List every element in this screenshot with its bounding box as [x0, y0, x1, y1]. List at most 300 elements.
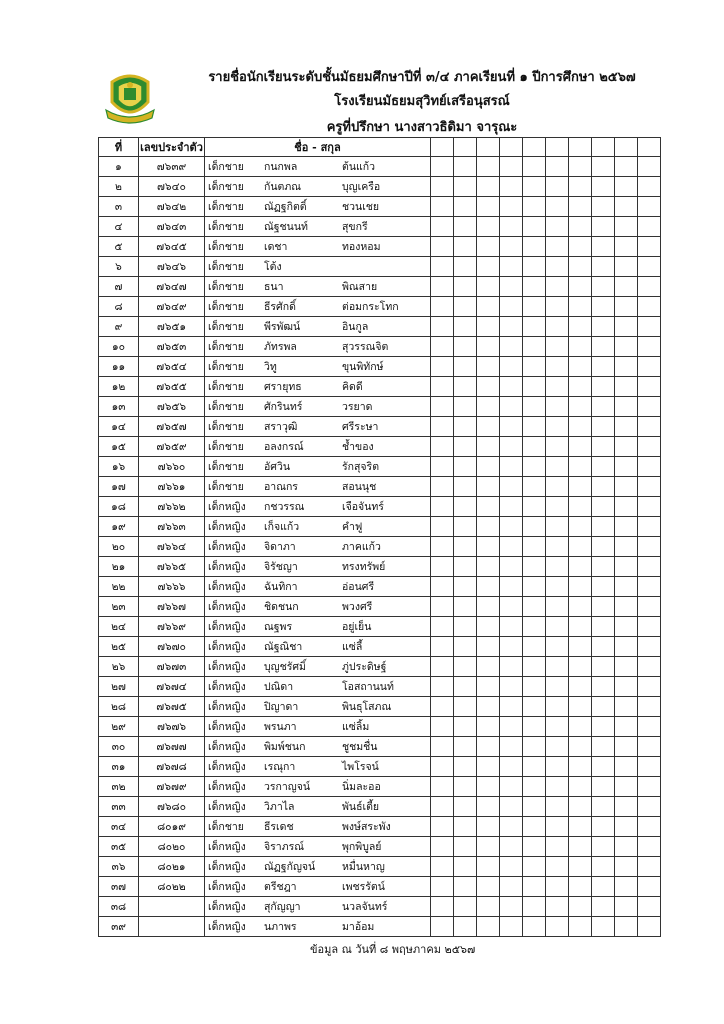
- blank-cell: [454, 537, 477, 557]
- blank-cell: [569, 917, 592, 937]
- last-name: ต้นแก้ว: [342, 161, 376, 173]
- blank-cell: [615, 737, 638, 757]
- last-name: พงษ์สระพัง: [342, 821, 391, 833]
- blank-cell: [454, 657, 477, 677]
- first-name: ณัฏฐกัญจน์: [264, 861, 316, 873]
- blank-cell: [454, 357, 477, 377]
- blank-cell: [523, 757, 546, 777]
- blank-cell: [638, 457, 661, 477]
- blank-cell: [431, 217, 454, 237]
- first-name: ชิดชนก: [264, 601, 299, 613]
- blank-cell: [523, 817, 546, 837]
- last-name: ชูชมชื่น: [342, 741, 378, 753]
- blank-cell: [569, 297, 592, 317]
- blank-cell: [546, 877, 569, 897]
- student-id: ๗๖๖๔: [139, 537, 205, 557]
- table-row: [99, 917, 661, 937]
- student-name-cell: [205, 197, 431, 217]
- blank-cell: [523, 517, 546, 537]
- blank-cell: [569, 877, 592, 897]
- student-id: ๗๖๕๕: [139, 377, 205, 397]
- blank-column-header: [592, 138, 615, 157]
- blank-cell: [500, 577, 523, 597]
- student-id: ๗๖๗๖: [139, 717, 205, 737]
- first-name: ณัฏฐกิตติ์: [264, 201, 307, 213]
- student-id: ๗๖๔๗: [139, 277, 205, 297]
- blank-cell: [569, 677, 592, 697]
- blank-cell: [638, 877, 661, 897]
- student-name-cell: [205, 877, 431, 897]
- blank-cell: [615, 797, 638, 817]
- last-name: แซ่ลี้: [342, 641, 363, 653]
- blank-cell: [638, 657, 661, 677]
- student-id: ๗๖๔๒: [139, 197, 205, 217]
- blank-cell: [454, 197, 477, 217]
- blank-cell: [523, 637, 546, 657]
- blank-cell: [569, 457, 592, 477]
- blank-cell: [592, 857, 615, 877]
- blank-cell: [477, 297, 500, 317]
- blank-cell: [546, 217, 569, 237]
- name-prefix: เด็กหญิง: [208, 921, 246, 933]
- document-title: รายชื่อนักเรียนระดับชั้นมัธยมศึกษาปีที่ ๓/๔ ภาคเรียนที่ ๑ ปีการศึกษา ๒๕๖๗: [208, 70, 636, 85]
- blank-cell: [592, 577, 615, 597]
- blank-cell: [431, 837, 454, 857]
- blank-cell: [546, 237, 569, 257]
- blank-cell: [500, 437, 523, 457]
- student-number: ๓๔: [99, 817, 139, 837]
- blank-cell: [523, 437, 546, 457]
- blank-cell: [523, 337, 546, 357]
- student-name-cell: [205, 177, 431, 197]
- blank-cell: [431, 357, 454, 377]
- blank-cell: [569, 337, 592, 357]
- blank-cell: [523, 237, 546, 257]
- blank-cell: [615, 257, 638, 277]
- blank-cell: [592, 457, 615, 477]
- blank-cell: [546, 617, 569, 637]
- blank-cell: [454, 397, 477, 417]
- blank-cell: [615, 497, 638, 517]
- name-prefix: เด็กชาย: [208, 361, 244, 373]
- blank-cell: [615, 437, 638, 457]
- blank-cell: [615, 577, 638, 597]
- blank-cell: [431, 317, 454, 337]
- blank-cell: [454, 917, 477, 937]
- blank-cell: [523, 177, 546, 197]
- blank-cell: [477, 417, 500, 437]
- blank-cell: [638, 157, 661, 177]
- blank-cell: [454, 377, 477, 397]
- blank-cell: [592, 697, 615, 717]
- student-number: ๑๒: [99, 377, 139, 397]
- first-name: กชวรรณ: [264, 501, 305, 513]
- blank-cell: [546, 917, 569, 937]
- first-name: ศรายุทธ: [264, 381, 302, 393]
- student-name-cell: [205, 837, 431, 857]
- table-row: [99, 277, 661, 297]
- blank-cell: [431, 257, 454, 277]
- student-name-cell: [205, 497, 431, 517]
- blank-cell: [592, 537, 615, 557]
- blank-cell: [569, 177, 592, 197]
- blank-cell: [500, 717, 523, 737]
- first-name: อาณกร: [264, 481, 298, 493]
- blank-cell: [638, 857, 661, 877]
- last-name: บุญเครือ: [342, 181, 381, 193]
- blank-cell: [569, 777, 592, 797]
- last-name: สุวรรณจิต: [342, 341, 389, 353]
- blank-cell: [592, 817, 615, 837]
- blank-cell: [638, 357, 661, 377]
- blank-cell: [569, 637, 592, 657]
- blank-cell: [638, 497, 661, 517]
- student-id: ๘๐๒๑: [139, 857, 205, 877]
- blank-cell: [523, 257, 546, 277]
- blank-cell: [569, 357, 592, 377]
- blank-cell: [431, 597, 454, 617]
- blank-cell: [500, 297, 523, 317]
- first-name: วิภาไล: [264, 801, 295, 813]
- first-name: กันตภณ: [264, 181, 302, 193]
- blank-cell: [546, 357, 569, 377]
- blank-cell: [454, 577, 477, 597]
- blank-cell: [500, 757, 523, 777]
- name-prefix: เด็กหญิง: [208, 761, 246, 773]
- last-name: ช้ำของ: [342, 441, 374, 453]
- name-prefix: เด็กชาย: [208, 261, 244, 273]
- blank-cell: [638, 217, 661, 237]
- student-id: ๗๖๗๗: [139, 737, 205, 757]
- blank-cell: [431, 577, 454, 597]
- student-id: ๘๐๒๐: [139, 837, 205, 857]
- student-number: ๓๑: [99, 757, 139, 777]
- blank-cell: [615, 617, 638, 637]
- blank-cell: [546, 677, 569, 697]
- blank-cell: [546, 597, 569, 617]
- blank-cell: [638, 297, 661, 317]
- blank-cell: [431, 757, 454, 777]
- blank-cell: [615, 377, 638, 397]
- student-name-cell: [205, 797, 431, 817]
- first-name: ณัฐณิชา: [264, 641, 303, 653]
- table-row: [99, 677, 661, 697]
- blank-cell: [431, 917, 454, 937]
- blank-cell: [500, 237, 523, 257]
- table-row: [99, 477, 661, 497]
- blank-cell: [592, 797, 615, 817]
- student-name-cell: [205, 357, 431, 377]
- blank-cell: [546, 457, 569, 477]
- blank-cell: [500, 617, 523, 637]
- name-prefix: เด็กชาย: [208, 481, 244, 493]
- table-row: [99, 817, 661, 837]
- blank-cell: [592, 897, 615, 917]
- student-id: ๗๖๖๙: [139, 617, 205, 637]
- blank-cell: [569, 477, 592, 497]
- blank-cell: [500, 917, 523, 937]
- blank-cell: [431, 457, 454, 477]
- student-name-cell: [205, 637, 431, 657]
- table-row: [99, 857, 661, 877]
- blank-cell: [431, 777, 454, 797]
- student-number: ๒๑: [99, 557, 139, 577]
- blank-cell: [638, 777, 661, 797]
- blank-cell: [500, 697, 523, 717]
- blank-cell: [454, 697, 477, 717]
- blank-cell: [569, 717, 592, 737]
- student-id: ๗๖๗๙: [139, 777, 205, 797]
- student-name-cell: [205, 757, 431, 777]
- blank-cell: [592, 217, 615, 237]
- table-row: [99, 257, 661, 277]
- name-prefix: เด็กชาย: [208, 341, 244, 353]
- blank-cell: [477, 337, 500, 357]
- blank-cell: [477, 157, 500, 177]
- blank-cell: [546, 737, 569, 757]
- student-number: ๓๐: [99, 737, 139, 757]
- last-name: เพชรรัตน์: [342, 881, 385, 893]
- last-name: โอสถานนท์: [342, 681, 394, 693]
- table-row: [99, 897, 661, 917]
- blank-cell: [431, 377, 454, 397]
- blank-cell: [500, 177, 523, 197]
- last-name: ชวนเชย: [342, 201, 380, 213]
- blank-cell: [500, 777, 523, 797]
- blank-cell: [569, 557, 592, 577]
- table-row: [99, 177, 661, 197]
- student-id: ๗๖๖๖: [139, 577, 205, 597]
- first-name: ธนา: [264, 281, 284, 293]
- blank-cell: [523, 897, 546, 917]
- blank-cell: [638, 397, 661, 417]
- blank-cell: [638, 557, 661, 577]
- blank-cell: [431, 177, 454, 197]
- blank-cell: [592, 777, 615, 797]
- name-prefix: เด็กหญิง: [208, 801, 246, 813]
- blank-cell: [431, 717, 454, 737]
- blank-cell: [431, 897, 454, 917]
- table-row: [99, 357, 661, 377]
- table-row: [99, 697, 661, 717]
- blank-cell: [592, 357, 615, 377]
- blank-cell: [500, 677, 523, 697]
- blank-cell: [454, 877, 477, 897]
- student-number: ๔: [99, 217, 139, 237]
- blank-cell: [546, 757, 569, 777]
- blank-cell: [500, 817, 523, 837]
- first-name: โต้ง: [264, 261, 282, 273]
- blank-cell: [615, 917, 638, 937]
- blank-cell: [546, 397, 569, 417]
- blank-cell: [500, 897, 523, 917]
- column-header-name: ชื่อ - สกุล: [205, 138, 431, 157]
- blank-cell: [546, 577, 569, 597]
- blank-cell: [431, 477, 454, 497]
- blank-column-header: [638, 138, 661, 157]
- blank-cell: [431, 157, 454, 177]
- blank-cell: [477, 837, 500, 857]
- blank-cell: [500, 457, 523, 477]
- blank-cell: [569, 577, 592, 597]
- student-id: ๗๖๔๐: [139, 177, 205, 197]
- blank-cell: [615, 157, 638, 177]
- student-number: ๑: [99, 157, 139, 177]
- blank-cell: [477, 517, 500, 537]
- first-name: ธีรเดช: [264, 821, 294, 833]
- student-id: ๗๖๔๖: [139, 257, 205, 277]
- student-number: ๒๓: [99, 597, 139, 617]
- blank-cell: [638, 597, 661, 617]
- name-prefix: เด็กชาย: [208, 181, 244, 193]
- blank-cell: [615, 757, 638, 777]
- student-id: ๗๖๔๓: [139, 217, 205, 237]
- blank-cell: [500, 277, 523, 297]
- student-number: ๑๕: [99, 437, 139, 457]
- blank-cell: [477, 677, 500, 697]
- blank-cell: [500, 337, 523, 357]
- table-row: [99, 637, 661, 657]
- student-number: ๓: [99, 197, 139, 217]
- blank-cell: [431, 417, 454, 437]
- blank-cell: [615, 457, 638, 477]
- blank-cell: [454, 777, 477, 797]
- first-name: สุกัญญา: [264, 901, 301, 913]
- first-name: ธีรศักดิ์: [264, 301, 296, 313]
- blank-cell: [615, 777, 638, 797]
- student-number: ๓๗: [99, 877, 139, 897]
- blank-cell: [546, 657, 569, 677]
- student-number: ๒๕: [99, 637, 139, 657]
- blank-cell: [638, 177, 661, 197]
- blank-cell: [477, 717, 500, 737]
- last-name: มาอ้อม: [342, 921, 375, 933]
- student-name-cell: [205, 477, 431, 497]
- blank-cell: [638, 417, 661, 437]
- blank-cell: [592, 337, 615, 357]
- student-name-cell: [205, 397, 431, 417]
- name-prefix: เด็กหญิง: [208, 521, 246, 533]
- first-name: กนกพล: [264, 161, 298, 173]
- blank-cell: [592, 297, 615, 317]
- blank-cell: [500, 797, 523, 817]
- blank-cell: [592, 757, 615, 777]
- first-name: เก็จแก้ว: [264, 521, 300, 533]
- student-number: ๑๔: [99, 417, 139, 437]
- student-number: ๒๖: [99, 657, 139, 677]
- student-name-cell: [205, 917, 431, 937]
- first-name: วรกาญจน์: [264, 781, 311, 793]
- student-number: ๒๗: [99, 677, 139, 697]
- blank-cell: [592, 257, 615, 277]
- student-name-cell: [205, 457, 431, 477]
- blank-cell: [431, 397, 454, 417]
- table-row: [99, 557, 661, 577]
- data-date-note: ข้อมูล ณ วันที่ ๘ พฤษภาคม ๒๕๖๗: [310, 943, 476, 956]
- blank-cell: [615, 877, 638, 897]
- blank-cell: [500, 657, 523, 677]
- blank-cell: [523, 477, 546, 497]
- blank-cell: [431, 797, 454, 817]
- blank-cell: [638, 537, 661, 557]
- student-name-cell: [205, 217, 431, 237]
- student-name-cell: [205, 677, 431, 697]
- student-number: ๒๙: [99, 717, 139, 737]
- blank-cell: [454, 217, 477, 237]
- student-roster-table: [98, 137, 661, 937]
- blank-cell: [569, 537, 592, 557]
- blank-cell: [454, 457, 477, 477]
- student-number: ๑๖: [99, 457, 139, 477]
- blank-cell: [638, 717, 661, 737]
- student-id: ๘๐๑๙: [139, 817, 205, 837]
- first-name: ศักรินทร์: [264, 401, 303, 413]
- student-number: ๓๖: [99, 857, 139, 877]
- blank-cell: [431, 657, 454, 677]
- blank-cell: [638, 617, 661, 637]
- blank-cell: [569, 497, 592, 517]
- first-name: ณฐพร: [264, 621, 293, 633]
- blank-cell: [638, 917, 661, 937]
- blank-cell: [615, 557, 638, 577]
- blank-cell: [523, 917, 546, 937]
- blank-cell: [477, 737, 500, 757]
- name-prefix: เด็กชาย: [208, 441, 244, 453]
- blank-cell: [454, 417, 477, 437]
- blank-cell: [546, 897, 569, 917]
- student-name-cell: [205, 257, 431, 277]
- blank-cell: [546, 717, 569, 737]
- blank-cell: [500, 737, 523, 757]
- last-name: รักสุจริต: [342, 461, 380, 473]
- blank-cell: [500, 357, 523, 377]
- blank-cell: [454, 597, 477, 617]
- last-name: เจือจันทร์: [342, 501, 384, 513]
- roster-body: [99, 157, 661, 937]
- table-row: [99, 517, 661, 537]
- last-name: พวงศรี: [342, 601, 373, 613]
- blank-cell: [615, 657, 638, 677]
- name-prefix: เด็กชาย: [208, 221, 244, 233]
- name-prefix: เด็กหญิง: [208, 781, 246, 793]
- blank-cell: [500, 217, 523, 237]
- student-name-cell: [205, 517, 431, 537]
- blank-cell: [500, 557, 523, 577]
- blank-cell: [546, 797, 569, 817]
- blank-cell: [546, 257, 569, 277]
- blank-cell: [477, 557, 500, 577]
- student-id: ๗๖๕๓: [139, 337, 205, 357]
- blank-cell: [454, 817, 477, 837]
- table-row: [99, 197, 661, 217]
- name-prefix: เด็กหญิง: [208, 661, 246, 673]
- table-row: [99, 837, 661, 857]
- first-name: เดชา: [264, 241, 288, 253]
- blank-cell: [592, 717, 615, 737]
- first-name: ภัทรพล: [264, 341, 297, 353]
- name-prefix: เด็กหญิง: [208, 881, 246, 893]
- student-number: ๓๕: [99, 837, 139, 857]
- blank-cell: [569, 737, 592, 757]
- name-prefix: เด็กหญิง: [208, 561, 246, 573]
- student-number: ๑๓: [99, 397, 139, 417]
- table-header-row: [99, 138, 661, 157]
- name-prefix: เด็กหญิง: [208, 621, 246, 633]
- blank-cell: [477, 317, 500, 337]
- blank-cell: [454, 477, 477, 497]
- blank-cell: [638, 477, 661, 497]
- student-name-cell: [205, 817, 431, 837]
